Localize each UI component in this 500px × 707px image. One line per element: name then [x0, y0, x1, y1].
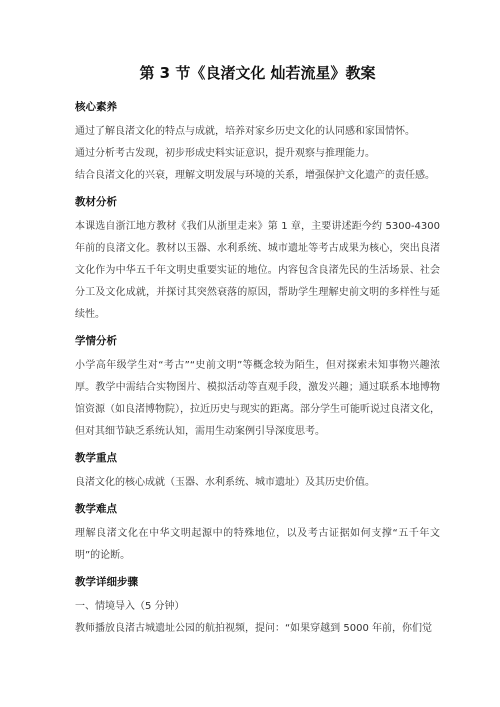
paragraph: 通过了解良渚文化的特点与成就，培养对家乡历史文化的认同感和家国情怀。: [75, 126, 415, 137]
section-key-points: [75, 450, 440, 494]
sub-heading: 一、情境导入（5 分钟）: [75, 601, 185, 612]
section-heading: 教材分析: [75, 196, 117, 208]
paragraph: 结合良渚文化的兴衰，理解文明发展与环境的关系，增强保护文化遗产的责任感。: [75, 170, 435, 181]
section-difficulties: [75, 501, 440, 567]
section-heading: 教学重点: [75, 452, 117, 464]
paragraph: 本课选自浙江地方教材《我们从浙里走来》第 1 章，主要讲述距今约 5300-4300 年前的良渚文化。教材以玉器、水利系统、城市遗址等考古成果为核心，突出良渚文化作为中华五千年文明史重要实证的地位。内容包含良渚先民的生活场景、社会分工及文化成就，并探讨其突然衰落的原因，帮助学生理解史前文明的多样性与延续性。: [75, 221, 440, 320]
paragraph: 通过分析考古发现，初步形成史料实证意识，提升观察与推理能力。: [75, 148, 375, 159]
section-heading: 教学详细步骤: [75, 576, 138, 588]
section-heading: 核心素养: [75, 101, 117, 113]
paragraph: 小学高年级学生对“考古”“史前文明”等概念较为陌生，但对探索未知事物兴趣浓厚。教学中需结合实物图片、模拟活动等直观手段，激发兴趣；通过联系本地博物馆资源（如良渚博物院），拉近历史与现实的距离。部分学生可能听说过良渚文化，但对其细节缺乏系统认知，需用生动案例引导深度思考。: [75, 360, 440, 437]
paragraph: 教师播放良渚古城遗址公园的航拍视频，提问：“如果穿越到 5000 年前，你们觉: [75, 623, 432, 634]
section-student-analysis: [75, 333, 440, 443]
page-title: 第 3 节《良渚文化 灿若流星》教案: [139, 64, 376, 82]
section-core-literacy: [75, 99, 440, 187]
paragraph: 理解良渚文化在中华文明起源中的特殊地位，以及考古证据如何支撑“五千年文明”的论断。: [75, 528, 440, 561]
section-heading: 学情分析: [75, 335, 117, 347]
section-teaching-steps: [75, 574, 440, 640]
section-material-analysis: [75, 194, 440, 326]
section-heading: 教学难点: [75, 503, 117, 515]
paragraph: 良渚文化的核心成就（玉器、水利系统、城市遗址）及其历史价值。: [75, 477, 375, 488]
